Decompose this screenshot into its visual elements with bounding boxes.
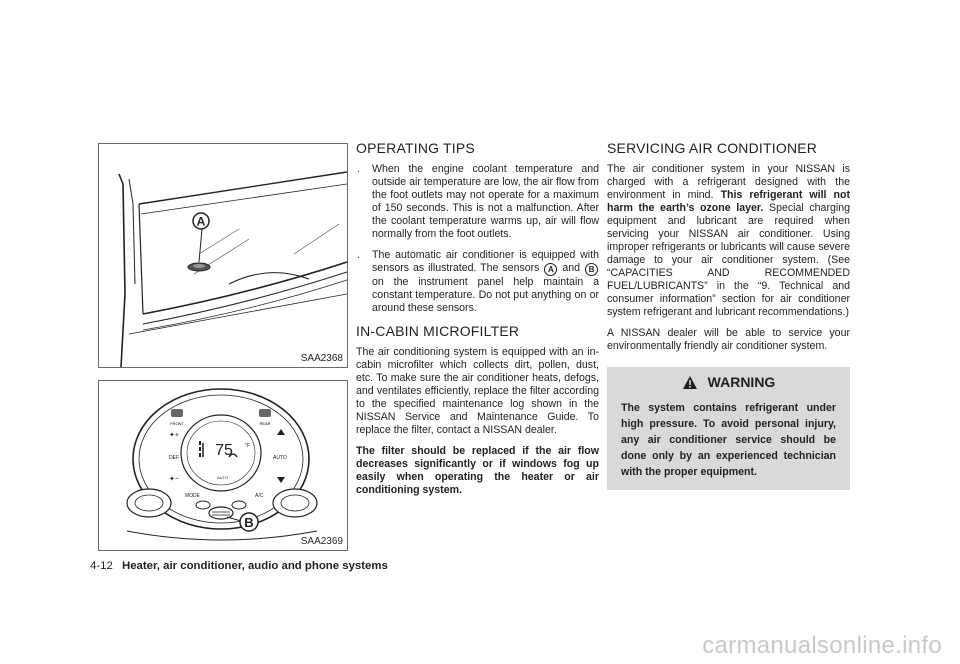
panel-auto-label: AUTO	[217, 475, 229, 480]
servicing-paragraph: The air conditioner system in your NISSAN is charged with a refrigerant designed with the environment in mind. This refrigerant will not harm the earth’s ozone layer. Special charging equipment and lubricant are required when servicing your NISSAN air conditioner. Using improper refrigerants or lubricants will cause severe damage to your air conditioner system. (See “CAPACITIES AND RECOMMENDED FUEL/LUBRICANTS” in the “9. Technical and consumer information” section for air conditioner system refrigerant and lubricant recommendations.)	[607, 163, 851, 318]
warning-text: The system contains refrigerant under high pressure. To avoid personal injury, any air conditioner service should be done only by an experienced technician with the proper equipment.	[621, 402, 836, 478]
microfilter-note: The filter should be replaced if the air flow decreases significantly or if windows fog up easily when operating the heater or air conditioning system.	[356, 445, 599, 496]
bullet-item: . When the engine coolant temperature and outside air temperature are low, the air flow from the foot outlets may not operate for a maximum of 150 seconds. This is not a malfunction. After the coolant temperature warms up, air will flow normally from the foot outlets.	[357, 163, 599, 240]
front-def-icon	[171, 409, 183, 417]
watermark: carmanualsonline.info	[702, 632, 942, 659]
svg-text:A/C: A/C	[255, 493, 264, 499]
svg-text:AUTO: AUTO	[273, 455, 287, 461]
callout-a-label: A	[196, 214, 206, 229]
column-left-text	[356, 140, 599, 505]
svg-text:✦−: ✦−	[169, 476, 179, 483]
warning-header	[621, 375, 836, 390]
operating-tips-heading: OPERATING TIPS	[356, 140, 475, 156]
callout-b-label: B	[244, 515, 254, 530]
warning-box	[607, 367, 850, 490]
section-title: Heater, air conditioner, audio and phone systems	[121, 560, 388, 572]
right-knob	[273, 489, 317, 517]
panel-unit: °F	[245, 443, 251, 449]
rear-def-icon	[259, 409, 271, 417]
microfilter-paragraph: The air conditioning system is equipped with an in-cabin microfilter which collects dirt, pollen, dust, etc. To make sure the air conditioner heats, defogs, and ventilates efficiently, replace the filter according to the specified maintenance log shown in the NISSAN Service and Maintenance Guide. To replace the filter, contact a NISSAN dealer.	[356, 346, 599, 436]
svg-text:✦+: ✦+	[169, 432, 179, 439]
svg-text:FRONT: FRONT	[170, 421, 184, 426]
svg-text:MODE: MODE	[185, 493, 200, 499]
servicing-dealer-paragraph: A NISSAN dealer will be able to service your environmentally friendly air conditioner system.	[607, 327, 850, 352]
svg-text:DEF: DEF	[169, 455, 179, 461]
figure-windshield-sensor	[98, 143, 348, 368]
servicing-heading: SERVICING AIR CONDITIONER	[607, 140, 818, 156]
panel-temp: 75	[215, 442, 233, 459]
figure-control-panel	[98, 380, 348, 551]
windshield-illustration	[99, 144, 347, 367]
microfilter-heading: IN-CABIN MICROFILTER	[356, 323, 520, 339]
control-panel-illustration	[99, 381, 347, 550]
sensor-a-symbol: A	[544, 263, 557, 276]
sensor-b-symbol: B	[585, 263, 598, 276]
column-right-text	[607, 140, 850, 490]
page-footer	[90, 560, 388, 572]
svg-text:REAR: REAR	[259, 421, 271, 426]
warning-icon	[682, 375, 698, 390]
figure-caption: SAA2369	[300, 536, 343, 547]
left-knob	[127, 489, 171, 517]
page-number: 4-12	[90, 560, 113, 572]
bullet-item: . The automatic air conditioner is equipped with sensors as illustrated. The sensors A and B on the instrument panel help maintain a constant temperature. Do not put anything on or around these sensors.	[357, 249, 599, 314]
figure-caption: SAA2368	[300, 353, 343, 364]
warning-title: WARNING	[707, 374, 776, 390]
